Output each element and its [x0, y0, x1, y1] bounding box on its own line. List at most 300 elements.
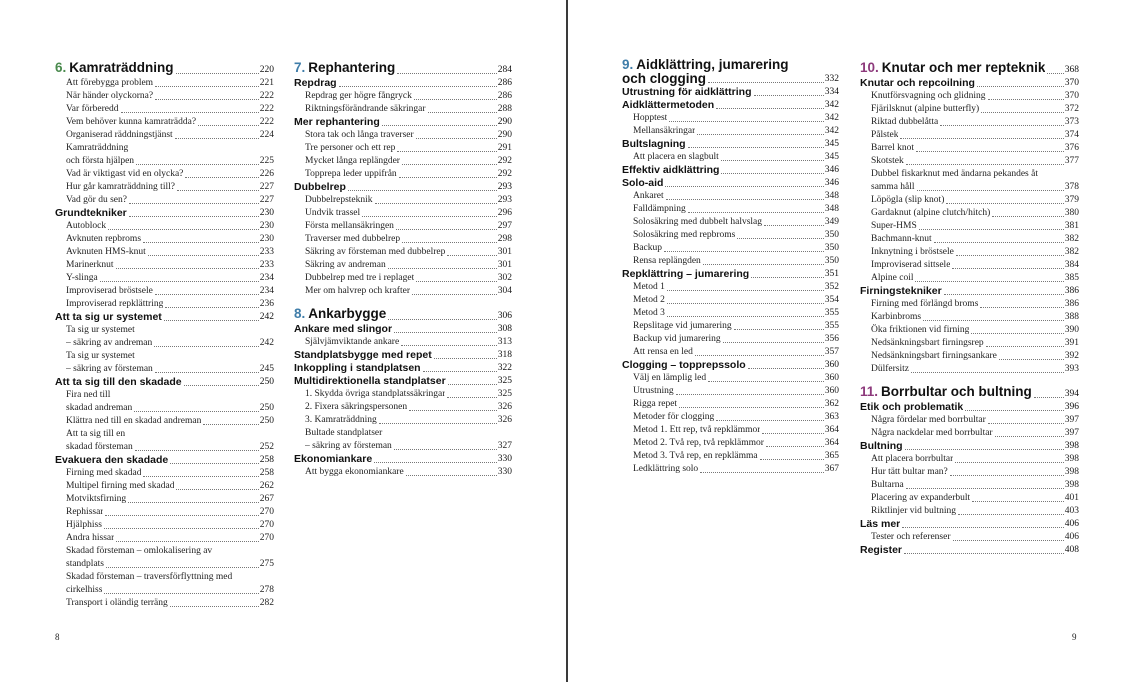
toc-entry[interactable] — [55, 168, 274, 181]
page-ref: 293 — [497, 182, 512, 192]
toc-entry[interactable] — [622, 411, 839, 424]
dot-leader — [900, 138, 1063, 139]
dot-leader — [106, 567, 259, 568]
section-entry[interactable] — [860, 285, 1079, 298]
section-entry[interactable] — [860, 401, 1079, 414]
toc-entry[interactable] — [622, 398, 839, 411]
dot-leader — [412, 294, 497, 295]
page-ref: 349 — [824, 217, 839, 227]
dot-leader — [175, 138, 259, 139]
dot-leader — [104, 593, 258, 594]
page-ref: 236 — [259, 299, 274, 309]
toc-entry[interactable] — [294, 440, 512, 453]
toc-entry[interactable] — [860, 453, 1079, 466]
toc-entry[interactable] — [622, 437, 839, 450]
entry-title: – säkring av försteman — [66, 364, 153, 374]
dot-leader — [950, 475, 1064, 476]
dot-leader — [748, 368, 824, 369]
entry-title: Placering av expanderbult — [871, 493, 971, 503]
toc-entry[interactable] — [622, 385, 839, 398]
toc-entry[interactable] — [294, 233, 512, 246]
entry-title: Avknuten repbroms — [66, 234, 142, 244]
toc-entry[interactable] — [860, 129, 1079, 142]
entry-title: Mycket långa replängder — [305, 156, 400, 166]
page-ref: 224 — [259, 130, 274, 140]
section-entry[interactable] — [294, 349, 512, 362]
toc-entry[interactable] — [55, 285, 274, 298]
dot-leader — [988, 423, 1064, 424]
toc-entry[interactable] — [622, 151, 839, 164]
toc-entry[interactable] — [860, 116, 1079, 129]
page-ref: 334 — [824, 87, 839, 97]
chapter-heading[interactable] — [294, 304, 512, 323]
toc-entry[interactable] — [55, 441, 274, 454]
page-ref: 245 — [259, 364, 274, 374]
dot-leader — [946, 203, 1063, 204]
section-entry[interactable] — [294, 181, 512, 194]
toc-entry[interactable] — [622, 320, 839, 333]
toc-entry[interactable] — [622, 281, 839, 294]
section-entry[interactable] — [294, 323, 512, 336]
toc-entry[interactable] — [622, 346, 839, 359]
page-ref: 367 — [824, 464, 839, 474]
dot-leader — [184, 385, 259, 386]
dot-leader — [414, 99, 497, 100]
toc-column-4 — [860, 58, 1079, 557]
dot-leader — [100, 281, 259, 282]
toc-entry[interactable] — [860, 272, 1079, 285]
dot-leader — [185, 177, 258, 178]
page-ref: 227 — [259, 182, 274, 192]
dot-leader — [136, 164, 259, 165]
entry-title: Vad gör du sen? — [66, 195, 127, 205]
page-ref: 325 — [497, 376, 512, 386]
toc-entry[interactable] — [294, 103, 512, 116]
entry-title: Vem behöver kunna kamraträdda? — [66, 117, 197, 127]
dot-leader — [154, 346, 258, 347]
entry-title: Autoblock — [66, 221, 107, 231]
section-title: Standplatsbygge med repet — [294, 349, 432, 361]
toc-entry[interactable] — [55, 402, 274, 415]
section-title: Att ta sig till den skadade — [55, 376, 182, 388]
dot-leader — [669, 121, 823, 122]
page-ref: 282 — [259, 598, 274, 608]
entry-title: Mellansäkringar — [633, 126, 696, 136]
toc-entry[interactable] — [55, 90, 274, 103]
toc-entry[interactable] — [860, 337, 1079, 350]
entry-title: Välj en lämplig led — [633, 373, 707, 383]
toc-entry[interactable] — [860, 142, 1079, 155]
entry-title: Dubbelrepsteknik — [305, 195, 373, 205]
dot-leader — [434, 358, 497, 359]
toc-entry[interactable] — [294, 285, 512, 298]
section-title: Aidklättermetoden — [622, 99, 715, 111]
toc-entry[interactable] — [55, 116, 274, 129]
dot-leader — [374, 462, 497, 463]
page-ref: 330 — [497, 467, 512, 477]
entry-title: Knutförsvagning och glidning — [871, 91, 986, 101]
page-ref: 365 — [824, 451, 839, 461]
section-entry[interactable] — [294, 375, 512, 388]
toc-entry[interactable] — [55, 181, 274, 194]
dot-leader — [766, 446, 824, 447]
dot-leader — [902, 527, 1063, 528]
page-ref: 398 — [1064, 480, 1079, 490]
entry-title: Utrustning — [633, 386, 674, 396]
page-ref: 345 — [824, 152, 839, 162]
toc-entry[interactable] — [622, 112, 839, 125]
toc-entry[interactable] — [622, 463, 839, 476]
toc-entry[interactable] — [622, 242, 839, 255]
toc-entry[interactable] — [294, 246, 512, 259]
entry-title: Att bygga ekonomiankare — [305, 467, 404, 477]
toc-entry[interactable] — [860, 233, 1079, 246]
toc-entry[interactable] — [55, 597, 274, 610]
entry-title: Att placera borrbultar — [871, 454, 954, 464]
toc-entry[interactable] — [860, 181, 1079, 194]
toc-entry[interactable] — [55, 155, 274, 168]
dot-leader — [904, 553, 1064, 554]
page-ref: 368 — [1064, 65, 1079, 75]
dot-leader — [399, 177, 497, 178]
chapter-heading[interactable] — [55, 58, 274, 77]
page-ref: 252 — [259, 442, 274, 452]
toc-entry[interactable] — [55, 519, 274, 532]
entry-title: Rephissar — [66, 507, 104, 517]
section-entry[interactable] — [294, 77, 512, 90]
page-ref: 221 — [259, 78, 274, 88]
toc-entry[interactable] — [294, 90, 512, 103]
toc-entry[interactable] — [622, 333, 839, 346]
toc-entry[interactable] — [55, 259, 274, 272]
page-ref: 262 — [259, 481, 274, 491]
entry-title: Hur tätt bultar man? — [871, 467, 948, 477]
dot-leader — [721, 160, 824, 161]
chapter-heading[interactable] — [860, 382, 1079, 401]
dot-leader — [695, 355, 824, 356]
entry-title: standplats — [66, 559, 104, 569]
dot-leader — [135, 450, 259, 451]
entry-title: Några fördelar med borrbultar — [871, 415, 986, 425]
page-ref: 346 — [824, 165, 839, 175]
toc-entry[interactable] — [860, 220, 1079, 233]
dot-leader — [105, 515, 258, 516]
dot-leader — [176, 73, 259, 74]
toc-entry[interactable] — [294, 259, 512, 272]
page-ref: 286 — [497, 78, 512, 88]
dot-leader — [170, 606, 259, 607]
chapter-number: 11. — [860, 384, 879, 399]
toc-entry[interactable] — [860, 414, 1079, 427]
section-entry[interactable] — [622, 268, 839, 281]
page-ref: 250 — [259, 377, 274, 387]
toc-entry[interactable] — [55, 298, 274, 311]
page-ref: 302 — [497, 273, 512, 283]
section-entry[interactable] — [622, 177, 839, 190]
page-ref: 284 — [497, 65, 512, 75]
toc-entry[interactable] — [294, 336, 512, 349]
entry-title: Metod 3. Två rep, en repklämma — [633, 451, 758, 461]
toc-entry[interactable] — [294, 414, 512, 427]
toc-entry[interactable] — [294, 155, 512, 168]
entry-title: Vad är viktigast vid en olycka? — [66, 169, 184, 179]
entry-line: Fira ned till — [66, 390, 111, 400]
chapter-number: 7. — [294, 60, 306, 75]
section-title: Knutar och repcoilning — [860, 77, 975, 89]
dot-leader — [688, 147, 824, 148]
section-title: Bultslagning — [622, 138, 686, 150]
dot-leader — [382, 125, 497, 126]
chapter-heading[interactable] — [622, 58, 839, 86]
chapter-title: Ankarbygge — [308, 306, 387, 321]
toc-entry[interactable] — [860, 492, 1079, 505]
entry-title: Var förberedd — [66, 104, 119, 114]
toc-entry[interactable] — [860, 298, 1079, 311]
dot-leader — [972, 501, 1064, 502]
section-entry[interactable] — [860, 544, 1079, 557]
toc-entry[interactable] — [55, 129, 274, 142]
toc-entry[interactable] — [860, 155, 1079, 168]
dot-leader — [911, 372, 1064, 373]
toc-entry[interactable] — [55, 233, 274, 246]
entry-title: Barrel knot — [871, 143, 915, 153]
toc-entry[interactable] — [622, 190, 839, 203]
toc-entry[interactable] — [55, 337, 274, 350]
page-ref: 360 — [824, 386, 839, 396]
section-entry[interactable] — [55, 207, 274, 220]
entry-title: Gardaknut (alpine clutch/hitch) — [871, 208, 991, 218]
page-ref: 382 — [1064, 234, 1079, 244]
dot-leader — [905, 449, 1064, 450]
toc-entry[interactable] — [622, 216, 839, 229]
dot-leader — [703, 264, 824, 265]
toc-entry[interactable] — [622, 372, 839, 385]
toc-entry[interactable] — [622, 294, 839, 307]
section-entry[interactable] — [622, 164, 839, 177]
toc-entry[interactable] — [622, 307, 839, 320]
page-ref: 355 — [824, 321, 839, 331]
entry-title: Några nackdelar med borrbultar — [871, 428, 993, 438]
dot-leader — [447, 397, 496, 398]
toc-entry[interactable] — [55, 363, 274, 376]
entry-title: När händer olyckorna? — [66, 91, 154, 101]
entry-title: Improviserad sittsele — [871, 260, 951, 270]
page-ref: 234 — [259, 286, 274, 296]
toc-entry[interactable] — [55, 467, 274, 480]
toc-entry[interactable] — [860, 479, 1079, 492]
toc-entry[interactable] — [860, 194, 1079, 207]
page-ref: 297 — [497, 221, 512, 231]
section-title: Clogging – topprepssolo — [622, 359, 746, 371]
dot-leader — [999, 359, 1064, 360]
toc-entry[interactable] — [55, 272, 274, 285]
toc-entry[interactable] — [622, 450, 839, 463]
page-ref: 393 — [1064, 364, 1079, 374]
page-ref: 234 — [259, 273, 274, 283]
toc-entry[interactable] — [860, 207, 1079, 220]
page-ref: 292 — [497, 156, 512, 166]
toc-entry[interactable] — [622, 125, 839, 138]
toc-entry[interactable] — [860, 259, 1079, 272]
toc-entry[interactable] — [294, 466, 512, 479]
toc-entry[interactable] — [622, 255, 839, 268]
entry-title: Att förebygga problem — [66, 78, 154, 88]
dot-leader — [397, 151, 496, 152]
page-ref: 326 — [497, 415, 512, 425]
section-entry[interactable] — [860, 77, 1079, 90]
right-page-number: 9 — [1072, 632, 1077, 642]
toc-entry[interactable] — [294, 388, 512, 401]
dot-leader — [965, 410, 1063, 411]
entry-line: Skadad försteman – omlokalisering av — [66, 546, 213, 556]
page-ref: 222 — [259, 117, 274, 127]
entry-title: Andra hissar — [66, 533, 115, 543]
page-ref: 332 — [824, 74, 839, 84]
entry-title: Tester och referenser — [871, 532, 951, 542]
entry-title: Metod 3 — [633, 308, 665, 318]
toc-entry[interactable] — [622, 229, 839, 242]
toc-entry[interactable] — [294, 142, 512, 155]
page-ref: 398 — [1064, 467, 1079, 477]
dot-leader — [165, 307, 258, 308]
section-entry[interactable] — [294, 116, 512, 129]
toc-entry[interactable] — [860, 103, 1079, 116]
page-ref: 250 — [259, 403, 274, 413]
dot-leader — [986, 346, 1064, 347]
section-title: Läs mer — [860, 518, 901, 530]
entry-title: Y-slinga — [66, 273, 98, 283]
page-ref: 357 — [824, 347, 839, 357]
section-entry[interactable] — [860, 440, 1079, 453]
page-ref: 225 — [259, 156, 274, 166]
entry-title: Firning med förlängd broms — [871, 299, 979, 309]
entry-title: Metod 2 — [633, 295, 665, 305]
dot-leader — [762, 433, 823, 434]
section-entry[interactable] — [55, 311, 274, 324]
dot-leader — [944, 294, 1064, 295]
dot-leader — [155, 99, 259, 100]
section-title: Repdrag — [294, 77, 337, 89]
toc-entry[interactable] — [860, 324, 1079, 337]
dot-leader — [134, 411, 259, 412]
section-entry[interactable] — [294, 362, 512, 375]
page-ref: 286 — [497, 91, 512, 101]
toc-entry[interactable] — [294, 207, 512, 220]
dot-leader — [116, 541, 258, 542]
dot-leader — [198, 125, 259, 126]
dot-leader — [971, 333, 1063, 334]
page-ref: 301 — [497, 247, 512, 257]
toc-entry[interactable] — [55, 77, 274, 90]
section-entry[interactable] — [55, 454, 274, 467]
page-ref: 342 — [824, 126, 839, 136]
section-entry[interactable] — [294, 453, 512, 466]
toc-entry[interactable] — [860, 311, 1079, 324]
chapter-heading[interactable] — [860, 58, 1079, 77]
section-entry[interactable] — [860, 518, 1079, 531]
toc-entry[interactable] — [55, 103, 274, 116]
page-ref: 290 — [497, 117, 512, 127]
toc-entry[interactable] — [294, 220, 512, 233]
page-ref: 348 — [824, 204, 839, 214]
page-ref: 222 — [259, 91, 274, 101]
toc-entry[interactable] — [294, 194, 512, 207]
page-ref: 362 — [824, 399, 839, 409]
toc-entry[interactable] — [55, 532, 274, 545]
toc-entry[interactable] — [55, 246, 274, 259]
toc-entry[interactable] — [860, 246, 1079, 259]
toc-column-3 — [622, 58, 839, 476]
entry-title: Undvik trassel — [305, 208, 361, 218]
dot-leader — [401, 345, 497, 346]
page-ref: 348 — [824, 191, 839, 201]
dot-leader — [981, 112, 1064, 113]
toc-entry[interactable] — [294, 272, 512, 285]
toc-entry[interactable] — [622, 424, 839, 437]
toc-entry[interactable] — [860, 350, 1079, 363]
toc-entry[interactable] — [55, 584, 274, 597]
toc-entry[interactable] — [860, 531, 1079, 544]
page-ref: 230 — [259, 221, 274, 231]
toc-entry[interactable] — [860, 90, 1079, 103]
section-entry[interactable] — [622, 86, 839, 99]
dot-leader — [956, 255, 1064, 256]
page-ref: 354 — [824, 295, 839, 305]
entry-title: cirkelhiss — [66, 585, 103, 595]
chapter-number: 9. — [622, 57, 634, 72]
page-ref: 270 — [259, 507, 274, 517]
dot-leader — [203, 424, 258, 425]
toc-entry[interactable] — [294, 401, 512, 414]
section-entry[interactable] — [622, 138, 839, 151]
section-title: Dubbelrep — [294, 181, 346, 193]
toc-entry[interactable] — [860, 427, 1079, 440]
page-ref: 378 — [1064, 182, 1079, 192]
toc-entry[interactable] — [860, 505, 1079, 518]
toc-entry[interactable] — [860, 466, 1079, 479]
chapter-title-line-2 — [622, 72, 839, 86]
chapter-heading[interactable] — [294, 58, 512, 77]
entry-title: Öka friktionen vid firning — [871, 325, 970, 335]
dot-leader — [394, 449, 497, 450]
toc-entry[interactable] — [55, 493, 274, 506]
toc-entry[interactable] — [55, 506, 274, 519]
toc-entry[interactable] — [55, 480, 274, 493]
page-ref: 292 — [497, 169, 512, 179]
toc-entry[interactable] — [294, 129, 512, 142]
entry-title: Pålstek — [871, 130, 899, 140]
section-entry[interactable] — [55, 376, 274, 389]
dot-leader — [375, 203, 497, 204]
page-ref: 352 — [824, 282, 839, 292]
section-entry[interactable] — [622, 99, 839, 112]
toc-entry[interactable] — [55, 220, 274, 233]
toc-entry[interactable] — [55, 558, 274, 571]
dot-leader — [128, 502, 259, 503]
toc-entry[interactable] — [622, 203, 839, 216]
page-ref: 233 — [259, 260, 274, 270]
toc-entry[interactable] — [860, 363, 1079, 376]
section-title: Evakuera den skadade — [55, 454, 169, 466]
section-entry[interactable] — [622, 359, 839, 372]
toc-entry[interactable] — [55, 194, 274, 207]
page-ref: 384 — [1064, 260, 1079, 270]
page-ref: 356 — [824, 334, 839, 344]
toc-entry[interactable] — [294, 168, 512, 181]
toc-entry[interactable] — [55, 415, 274, 428]
entry-line: Dubbel fiskarknut med ändarna pekandes åt — [871, 169, 1038, 179]
dot-leader — [995, 436, 1064, 437]
